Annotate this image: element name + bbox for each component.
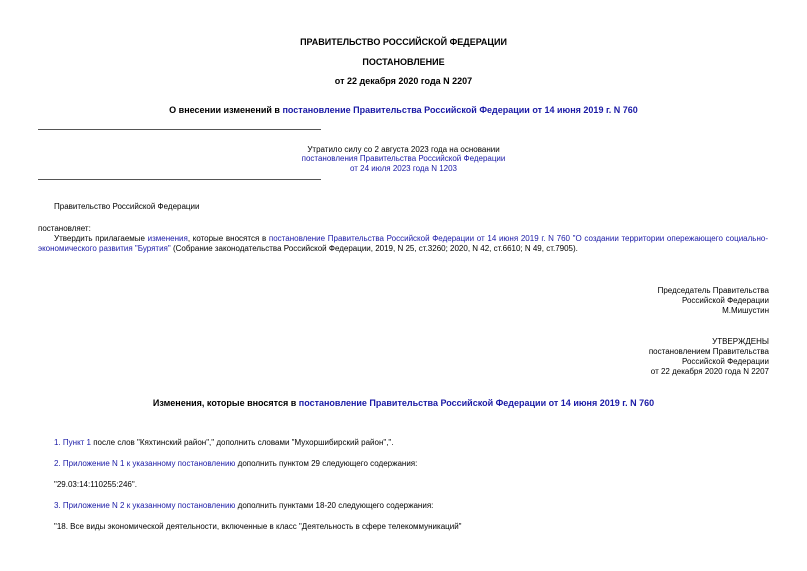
- changes-title-prefix: Изменения, которые вносятся в: [152, 398, 299, 408]
- resolution-paragraph: [38, 234, 768, 254]
- changes-link[interactable]: изменения: [147, 234, 188, 243]
- approved-line-2: постановлением Правительства: [648, 347, 769, 356]
- signature-name: М.Мишустин: [722, 306, 769, 315]
- item-2-link[interactable]: 2. Приложение N 1 к указанному постановлению: [54, 459, 236, 468]
- item-1: [54, 438, 393, 447]
- government-heading: ПРАВИТЕЛЬСТВО РОССИЙСКОЙ ФЕДЕРАЦИИ: [300, 37, 507, 47]
- document-type: ПОСТАНОВЛЕНИЕ: [362, 57, 445, 67]
- paragraph-text-1: Утвердить прилагаемые: [54, 234, 148, 243]
- item-2-text: дополнить пунктом 29 следующего содержания:: [235, 459, 418, 468]
- item-3-text: дополнить пунктами 18-20 следующего содержания:: [235, 501, 434, 510]
- signature-line-1: Председатель Правительства: [657, 286, 769, 295]
- repeal-decree-date-link[interactable]: от 24 июля 2023 года N 1203: [350, 164, 457, 173]
- item-3-link[interactable]: 3. Приложение N 2 к указанному постановлению: [54, 501, 236, 510]
- document-title-prefix: О внесении изменений в: [169, 105, 283, 115]
- decree-760-link[interactable]: постановление Правительства Российской Федерации от 14 июня 2019 г. N 760 "О создании территории опережающего социально-экономического развития "Бурятия": [38, 234, 768, 253]
- changes-title: [0, 398, 807, 408]
- repeal-decree-link[interactable]: постановления Правительства Российской Федерации: [301, 154, 506, 163]
- approved-line-3: Российской Федерации: [682, 357, 769, 366]
- item-3: [54, 501, 433, 510]
- item-1-link[interactable]: 1. Пункт 1: [54, 438, 91, 447]
- status-line-2: [0, 154, 807, 163]
- government-line: Правительство Российской Федерации: [54, 202, 200, 211]
- approved-line-1: УТВЕРЖДЕНЫ: [712, 337, 769, 346]
- item-3-quote: "18. Все виды экономической деятельности, включенные в класс "Деятельность в сфере телекоммуникаций": [54, 522, 462, 531]
- status-line-1: Утратило силу со 2 августа 2023 года на основании: [307, 145, 500, 154]
- paragraph-text-3: (Собрание законодательства Российской Федерации, 2019, N 25, ст.3260; 2020, N 42, ст.6610; N 49, ст.7905).: [170, 244, 578, 253]
- document-title-link[interactable]: постановление Правительства Российской Федерации от 14 июня 2019 г. N 760: [282, 105, 638, 115]
- changes-title-link[interactable]: постановление Правительства Российской Федерации от 14 июня 2019 г. N 760: [298, 398, 655, 408]
- item-2: [54, 459, 417, 468]
- divider-bottom: [38, 179, 321, 180]
- status-line-3: [0, 164, 807, 173]
- document-date-number: от 22 декабря 2020 года N 2207: [334, 76, 473, 86]
- item-1-text: после слов "Кяхтинский район"," дополнить словами "Мухоршибирский район",".: [91, 438, 394, 447]
- resolves-line: постановляет:: [38, 224, 91, 233]
- paragraph-text-2: , которые вносятся в: [187, 234, 269, 243]
- approved-line-4: от 22 декабря 2020 года N 2207: [650, 367, 769, 376]
- item-2-quote: "29.03:14:110255:246".: [54, 480, 137, 489]
- document-title: [0, 105, 807, 115]
- signature-line-2: Российской Федерации: [682, 296, 769, 305]
- divider-top: [38, 129, 321, 130]
